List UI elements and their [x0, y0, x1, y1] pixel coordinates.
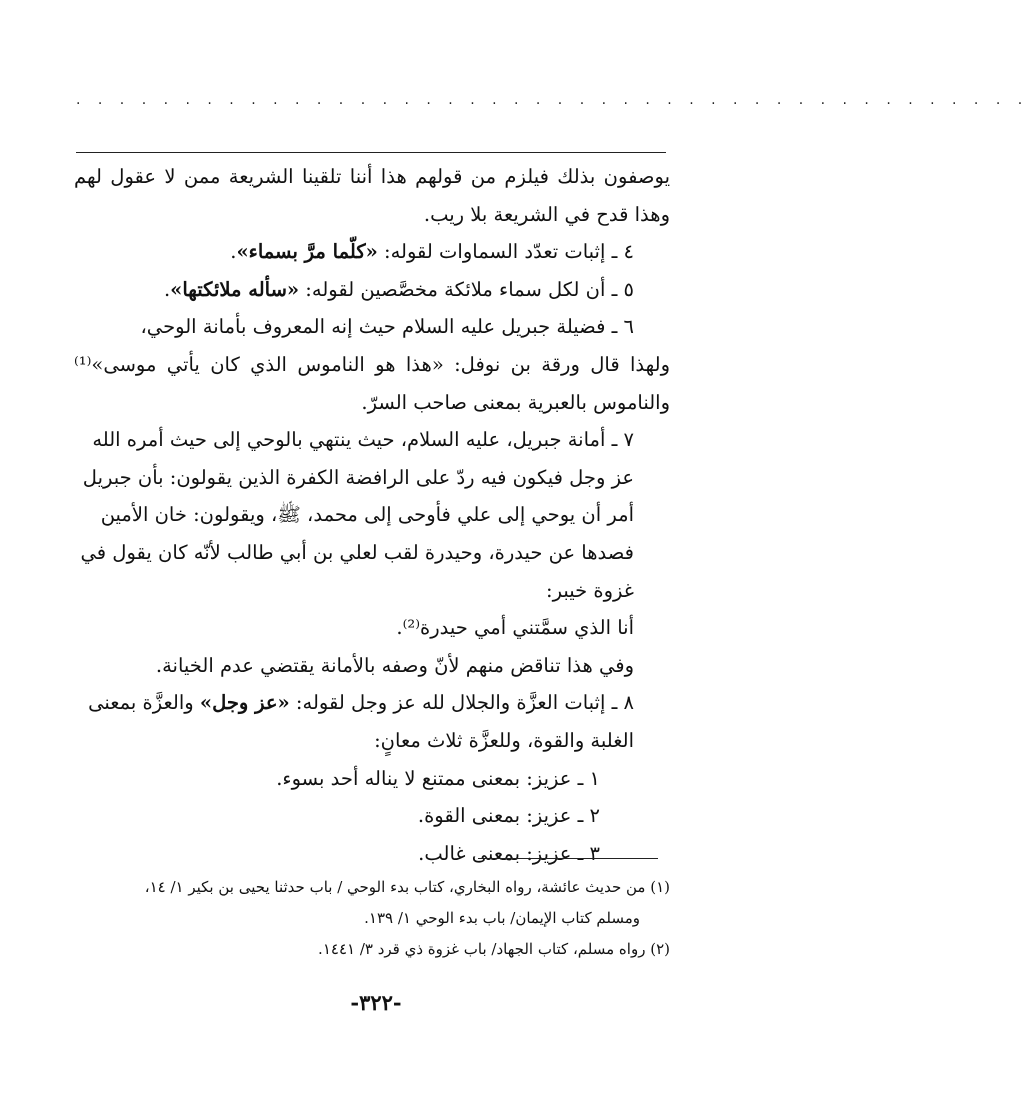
- list-item-8-quote: «عز وجل»: [199, 691, 290, 715]
- list-item-4-end: .: [230, 240, 237, 264]
- header-dotted-line: . . . . . . . . . . . . . . . . . . . . . . . . . . . . . . . . . . . . . . . . . . . .: [76, 92, 1029, 108]
- list-item-6-continuation: ولهذا قال ورقة بن نوفل: «هذا هو الناموس الذي كان يأتي موسى»⁽¹⁾ والناموس بالعبرية بمعنى صاحب السرّ.: [74, 352, 670, 414]
- contradiction-note: وفي هذا تناقض منهم لأنّ وصفه بالأمانة يقتضي عدم الخيانة.: [155, 653, 634, 677]
- list-item-5-text: ٥ ـ أن لكل سماء ملائكة مخصَّصين لقوله:: [299, 277, 634, 301]
- list-item-8-text: ٨ ـ إثبات العزَّة والجلال لله عز وجل لقوله:: [289, 691, 634, 715]
- list-item-4-text: ٤ ـ إثبات تعدّد السماوات لقوله:: [377, 240, 634, 264]
- footnote-2: (٢) رواه مسلم، كتاب الجهاد/ باب غزوة ذي قرد ٣/ ١٤٤١.: [318, 940, 670, 958]
- sub-item-3: ٣ ـ عزيز: بمعنى غالب.: [418, 841, 600, 865]
- footnote-1-continuation: ومسلم كتاب الإيمان/ باب بدء الوحي ١/ ١٣٩.: [364, 909, 640, 927]
- header-rule: [76, 152, 666, 153]
- list-item-5: [74, 271, 670, 309]
- page-number: -٣٢٢-: [350, 990, 402, 1015]
- sub-item-2: ٢ ـ عزيز: بمعنى القوة.: [417, 804, 600, 828]
- sub-item-1: ١ ـ عزيز: بمعنى ممتنع لا يناله أحد بسوء.: [276, 766, 600, 790]
- footnote-separator: [478, 858, 658, 859]
- list-item-7: ٧ ـ أمانة جبريل، عليه السلام، حيث ينتهي بالوحي إلى حيث أمره الله عز وجل فيكون فيه ردّ على الرافضة الكفرة الذين يقولون: بأن جبريل أمر أن يوحي إلى علي فأوحى إلى محمد، ﷺ، ويقولون: خان الأمين فصدها عن حيدرة، وحيدرة لقب لعلي بن أبي طالب لأنّه كان يقول في غزوة خيبر:: [80, 428, 634, 602]
- footnote-1: (١) من حديث عائشة، رواه البخاري، كتاب بدء الوحي / باب حدثنا يحيى بن بكير ١/ ١٤،: [144, 878, 670, 896]
- list-item-5-quote: «سأله ملائكتها»: [170, 277, 300, 301]
- list-item-4: [74, 233, 670, 271]
- main-text: [74, 158, 670, 872]
- list-item-8-rest: والعزَّة بمعنى الغلبة والقوة، وللعزَّة ثلاث معانٍ:: [88, 691, 634, 752]
- list-item-8: [74, 684, 670, 759]
- footnotes: [74, 872, 670, 965]
- verse-line: أنا الذي سمَّتني أمي حيدرة⁽²⁾.: [396, 616, 634, 640]
- list-item-4-quote: «كلّما مرَّ بسماء»: [236, 240, 378, 264]
- list-item-6: ٦ ـ فضيلة جبريل عليه السلام حيث إنه المعروف بأمانة الوحي،: [140, 315, 634, 339]
- paragraph-continuation: يوصفون بذلك فيلزم من قولهم هذا أننا تلقينا الشريعة ممن لا عقول لهم وهذا قدح في الشريعة بلا ريب.: [74, 165, 670, 226]
- list-item-5-end: .: [163, 277, 171, 301]
